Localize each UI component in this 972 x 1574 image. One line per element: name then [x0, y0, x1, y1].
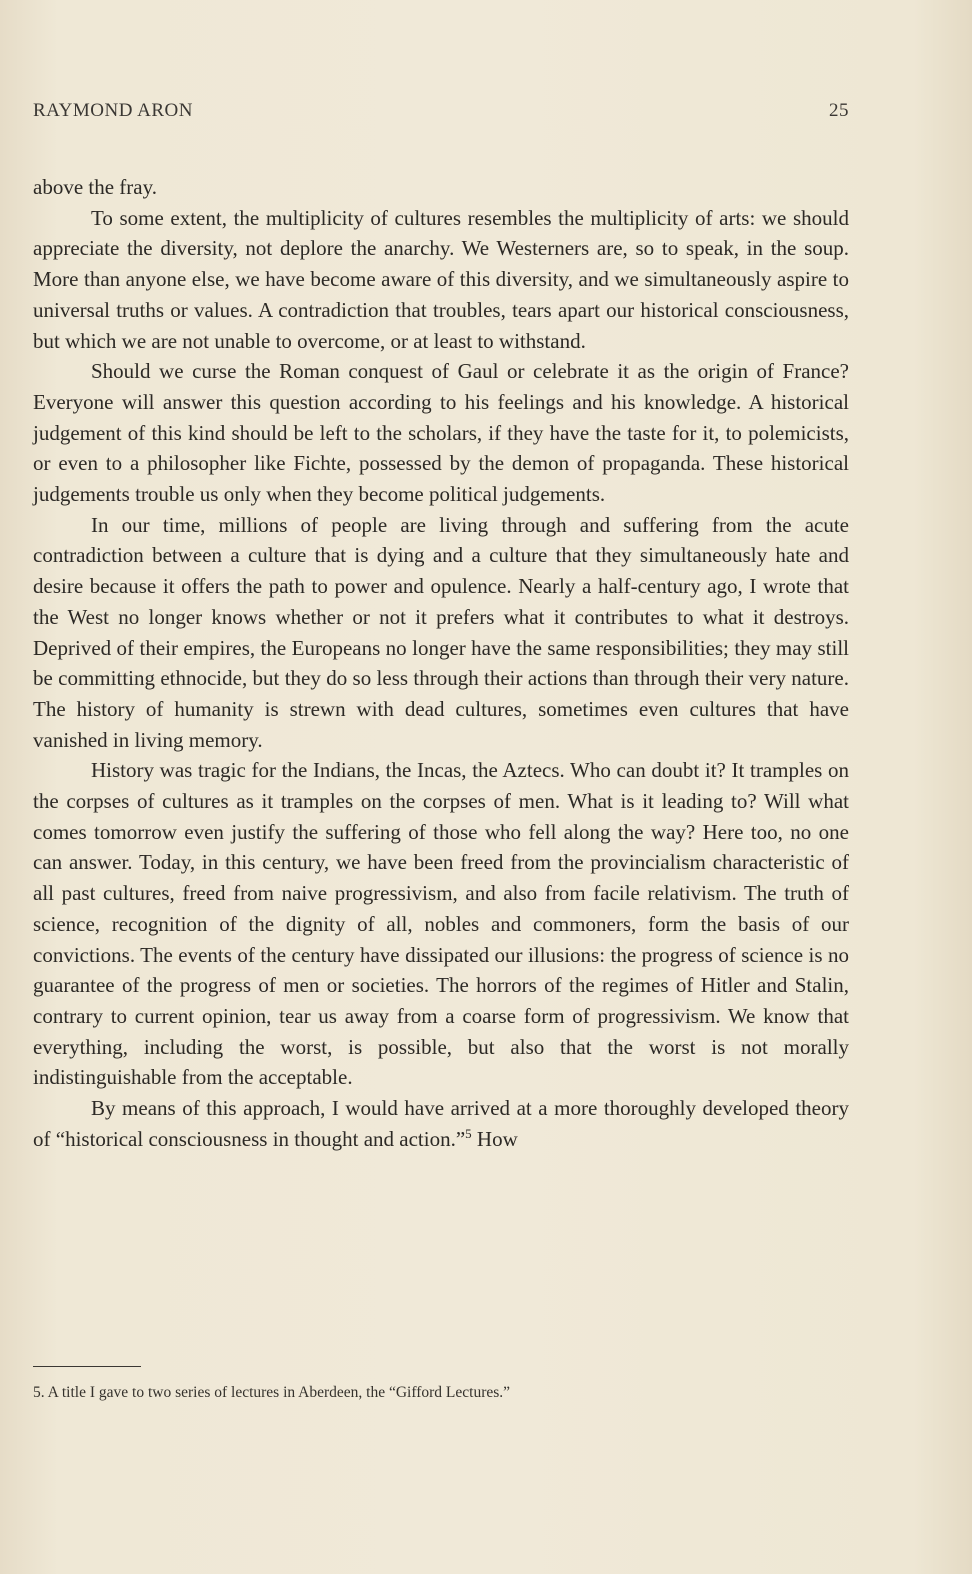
paragraph: To some extent, the multiplicity of cultures resembles the multiplicity of arts: we should appreciate the diversity, not deplore the anarchy. We Westerners are, so to speak, in the soup. More than anyone else, we have become aware of this diversity, and we simultaneously aspire to universal truths or values. A contradiction that troubles, tears apart our historical consciousness, but which we are not unable to overcome, or at least to withstand. — [33, 205, 849, 353]
footnote: 5. A title I gave to two series of lectures in Aberdeen, the “Gifford Lectures.” — [33, 1384, 511, 1401]
body-text — [33, 172, 849, 1155]
paragraph-last-tail: How — [471, 1126, 518, 1151]
paragraph: Should we curse the Roman conquest of Gaul or celebrate it as the origin of France? Everyone will answer this question according to his feelings and his knowledge. A historical judgement of this kind should be left to the scholars, if they have the taste for it, to polemicists, or even to a philosopher like Fichte, possessed by the demon of propaganda. These historical judgements trouble us only when they become political judgements. — [33, 359, 849, 507]
paragraph-last-text: By means of this approach, I would have arrived at a more thoroughly developed theory of “historical consciousness in thought and action.” — [33, 1096, 849, 1151]
paragraph-last — [33, 1093, 849, 1154]
footnote-divider — [33, 1366, 141, 1367]
running-head — [33, 100, 849, 128]
page-number: 25 — [829, 100, 849, 121]
running-head-author: RAYMOND ARON — [33, 100, 193, 121]
paragraph-continued: above the fray. — [33, 175, 157, 199]
paragraph: History was tragic for the Indians, the Incas, the Aztecs. Who can doubt it? It tramples on the corpses of cultures as it tramples on the corpses of men. What is it leading to? Will what comes tomorrow even justify the suffering of those who fell along the way? Here too, no one can answer. Today, in this century, we have been freed from the provincialism characteristic of all past cultures, freed from naive progressivism, and also from facile relativism. The truth of science, recognition of the dignity of all, nobles and commoners, form the basis of our convictions. The events of the century have dissipated our illusions: the progress of science is no guarantee of the progress of men or societies. The horrors of the regimes of Hitler and Stalin, contrary to current opinion, tear us away from a coarse form of progressivism. We know that everything, including the worst, is possible, but also that the worst is not morally indistinguishable from the acceptable. — [33, 758, 849, 1090]
footnote-reference: 5 — [465, 1125, 472, 1141]
paragraph: In our time, millions of people are living through and suffering from the acute contradiction between a culture that is dying and a culture that they simultaneously hate and desire because it offers the path to power and opulence. Nearly a half-century ago, I wrote that the West no longer knows whether or not it prefers what it contributes to what it destroys. Deprived of their empires, the Europeans no longer have the same responsibilities; they may still be committing ethnocide, but they do so less through their actions than through their very nature. The history of humanity is strewn with dead cultures, sometimes even cultures that have vanished in living memory. — [33, 512, 849, 752]
